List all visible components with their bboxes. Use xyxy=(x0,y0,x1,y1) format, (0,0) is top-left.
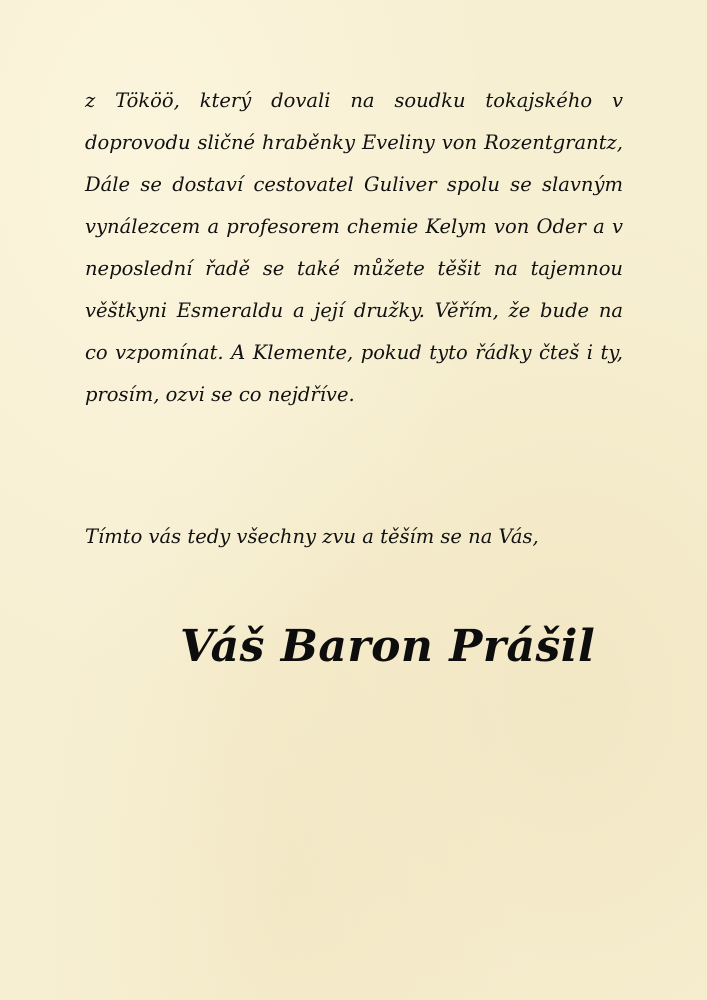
letter-body-text: z Tököö, který dovali na soudku tokajského v doprovodu sličné hraběnky Eveliny von Rozentgrantz, Dále se dostaví cestovatel Guliver spolu se slavným vynálezcem a profesorem chemie Kelym von Oder a v neposlední řadě se také můžete těšit na tajemnou věštkyni Esmeraldu a její družky. Věřím, že bude na co vzpomínat. A Klemente, pokud tyto řádky čteš i ty, prosím, ozvi se co nejdříve. xyxy=(85,89,623,406)
letter-signature: Váš Baron Prášil xyxy=(180,621,596,672)
letter-greeting: Tímto vás tedy všechny zvu a těším se na Vás, xyxy=(85,525,539,548)
